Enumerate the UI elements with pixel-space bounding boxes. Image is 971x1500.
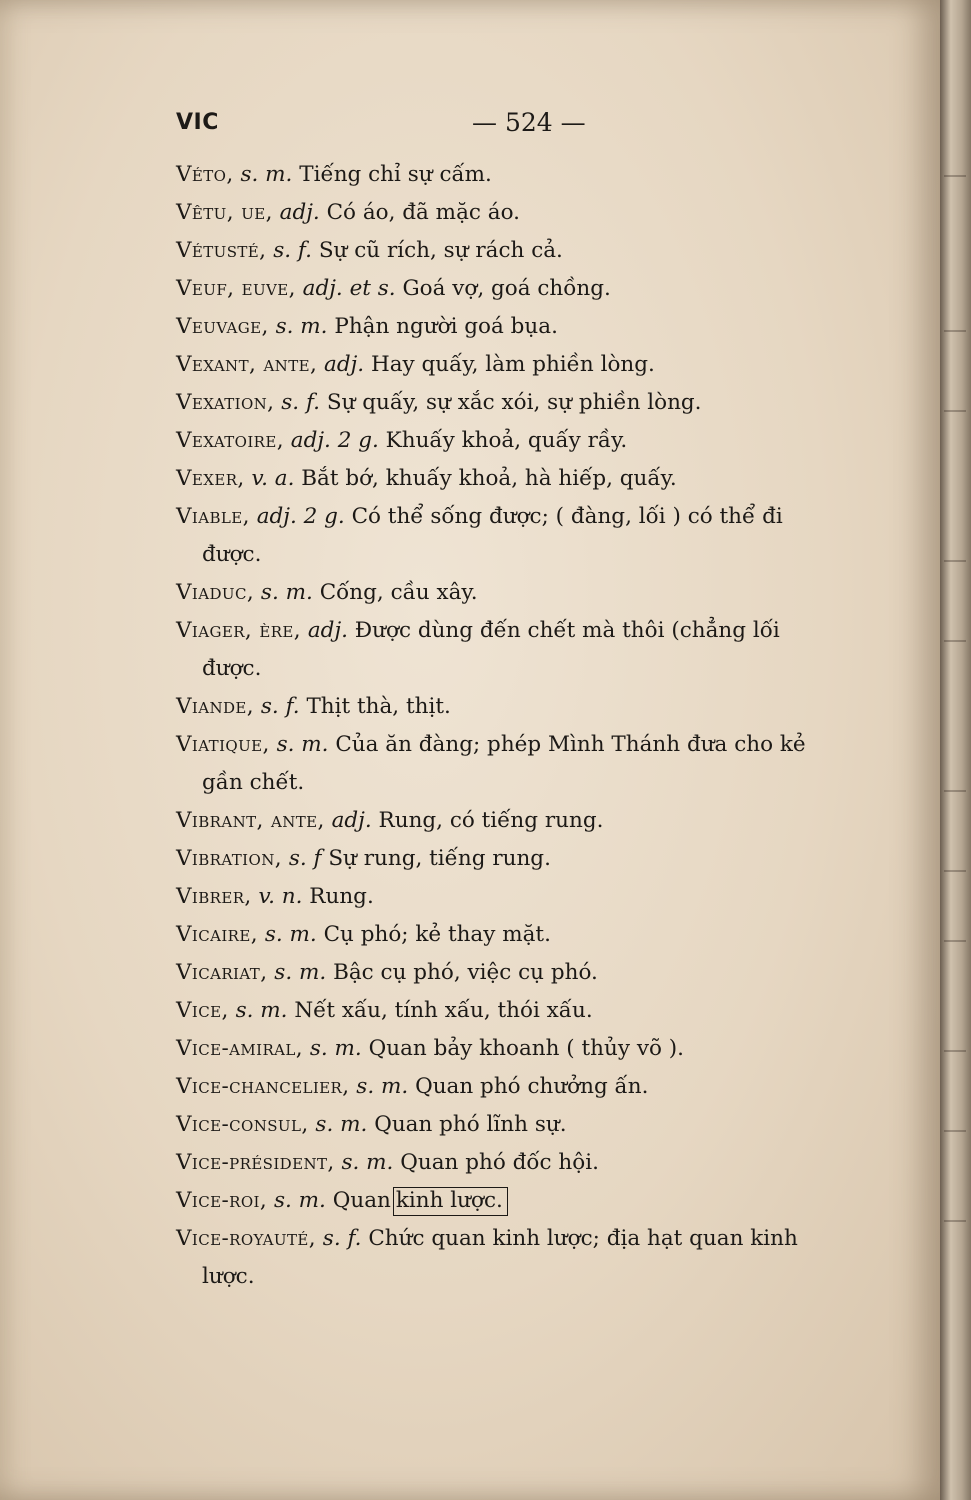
- entry-headword: Viable,: [176, 504, 250, 529]
- entry-definition: Bậc cụ phó, việc cụ phó.: [333, 960, 598, 985]
- entry-definition: Quan phó lĩnh sự.: [374, 1112, 567, 1137]
- entry-definition: Có thể sống được; ( đàng, lối ) có thể đi: [351, 504, 783, 529]
- dictionary-entry: [176, 1068, 876, 1106]
- entry-grammar: adj. 2 g.: [256, 504, 345, 529]
- entry-grammar: s. m.: [275, 314, 328, 339]
- entry-headword: Vibrant, ante,: [176, 808, 325, 833]
- entry-definition: Sự quấy, sự xắc xói, sự phiền lòng.: [326, 390, 702, 415]
- dictionary-entry: [176, 574, 876, 612]
- entry-continuation: được.: [202, 656, 262, 681]
- dictionary-entry: [176, 688, 876, 726]
- entry-headword: Vexer,: [176, 466, 245, 491]
- dictionary-entry: [176, 726, 876, 802]
- entry-definition: Rung.: [309, 884, 374, 909]
- entry-grammar: s. m.: [264, 922, 317, 947]
- entry-headword: Vice,: [176, 998, 229, 1023]
- edge-text-line: [944, 330, 966, 332]
- dictionary-entry: [176, 498, 876, 574]
- entry-headword: Vibration,: [176, 846, 282, 871]
- edge-text-line: [944, 870, 966, 872]
- entry-headword: Vicariat,: [176, 960, 268, 985]
- entry-headword: Vice-roi,: [176, 1188, 268, 1213]
- entry-grammar: s. m.: [341, 1150, 394, 1175]
- entry-definition: Quan: [332, 1188, 391, 1213]
- entry-grammar: s. f.: [273, 238, 312, 263]
- entry-grammar: adj. et s.: [302, 276, 396, 301]
- dictionary-entry: [176, 156, 876, 194]
- entry-headword: Vice-président,: [176, 1150, 335, 1175]
- dictionary-entry: [176, 346, 876, 384]
- page-header: [176, 110, 876, 150]
- entry-definition: Rung, có tiếng rung.: [378, 808, 604, 833]
- dictionary-entry: [176, 878, 876, 916]
- entry-definition: Phận người goá bụa.: [334, 314, 558, 339]
- edge-text-line: [944, 1130, 966, 1132]
- entry-definition: Sự cũ rích, sự rách cả.: [318, 238, 563, 263]
- page-number: — 524 —: [472, 108, 586, 137]
- entry-grammar: s. f.: [281, 390, 320, 415]
- edge-text-line: [944, 1220, 966, 1222]
- entry-definition: Hay quấy, làm phiền lòng.: [370, 352, 655, 377]
- entry-definition: Khuấy khoả, quấy rầy.: [385, 428, 628, 453]
- entry-definition: Quan bảy khoanh ( thủy võ ).: [368, 1036, 684, 1061]
- dictionary-entry: [176, 460, 876, 498]
- entry-definition: Được dùng đến chết mà thôi (chẳng lối: [354, 618, 780, 643]
- dictionary-entry: [176, 232, 876, 270]
- entry-definition: Có áo, đã mặc áo.: [326, 200, 520, 225]
- entry-headword: Vibrer,: [176, 884, 252, 909]
- entry-grammar: s. m.: [315, 1112, 368, 1137]
- entry-grammar: adj. 2 g.: [290, 428, 379, 453]
- entry-headword: Vice-consul,: [176, 1112, 309, 1137]
- entry-definition: Cống, cầu xây.: [319, 580, 478, 605]
- entry-grammar: adj.: [324, 352, 365, 377]
- entry-headword: Véto,: [176, 162, 234, 187]
- next-page-edge: [940, 0, 971, 1500]
- entry-headword: Vice-chancelier,: [176, 1074, 350, 1099]
- entry-definition: Goá vợ, goá chồng.: [402, 276, 611, 301]
- dictionary-entry: [176, 270, 876, 308]
- entry-definition: Nết xấu, tính xấu, thói xấu.: [294, 998, 593, 1023]
- entry-continuation: lược.: [202, 1264, 255, 1289]
- edge-text-line: [944, 410, 966, 412]
- entry-grammar: s. f.: [260, 694, 300, 719]
- entry-grammar: s. f: [288, 846, 322, 871]
- entry-definition: Sự rung, tiếng rung.: [328, 846, 551, 871]
- entry-definition: Của ăn đàng; phép Mình Thánh đưa cho kẻ: [335, 732, 806, 757]
- edge-text-line: [944, 790, 966, 792]
- entry-definition: Tiếng chỉ sự cấm.: [299, 162, 492, 187]
- entry-headword: Vice-amiral,: [176, 1036, 303, 1061]
- entry-headword: Viatique,: [176, 732, 270, 757]
- entry-grammar: s. f.: [322, 1226, 362, 1251]
- dictionary-entry: [176, 954, 876, 992]
- entry-headword: Viager, ère,: [176, 618, 302, 643]
- entry-grammar: v. n.: [258, 884, 303, 909]
- entry-grammar: v. a.: [251, 466, 295, 491]
- entry-headword: Viande,: [176, 694, 255, 719]
- dictionary-entry: [176, 384, 876, 422]
- dictionary-entry: [176, 1144, 876, 1182]
- entry-definition: Quan phó chưởng ấn.: [415, 1074, 649, 1099]
- edge-text-line: [944, 940, 966, 942]
- entry-grammar: adj.: [279, 200, 320, 225]
- entry-grammar: s. m.: [276, 732, 329, 757]
- entry-grammar: adj.: [307, 618, 348, 643]
- dictionary-entry: [176, 1030, 876, 1068]
- entry-grammar: s. m.: [240, 162, 293, 187]
- entry-grammar: s. m.: [274, 960, 327, 985]
- entry-grammar: s. m.: [260, 580, 313, 605]
- entry-definition: Quan phó đốc hội.: [400, 1150, 599, 1175]
- dictionary-entry: [176, 1220, 876, 1296]
- edge-text-line: [944, 560, 966, 562]
- dictionary-entries: [176, 156, 876, 1296]
- dictionary-entry: [176, 992, 876, 1030]
- edge-text-line: [944, 640, 966, 642]
- entry-grammar: s. m.: [273, 1188, 326, 1213]
- running-head: VIC: [176, 110, 219, 135]
- entry-grammar: s. m.: [235, 998, 288, 1023]
- entry-headword: Vêtu, ue,: [176, 200, 273, 225]
- edge-text-line: [944, 1050, 966, 1052]
- entry-headword: Vicaire,: [176, 922, 258, 947]
- entry-grammar: s. m.: [356, 1074, 409, 1099]
- dictionary-entry: [176, 840, 876, 878]
- dictionary-entry: [176, 1106, 876, 1144]
- dictionary-entry: [176, 308, 876, 346]
- entry-grammar: adj.: [331, 808, 372, 833]
- dictionary-entry: [176, 612, 876, 688]
- entry-headword: Veuf, euve,: [176, 276, 296, 301]
- entry-headword: Vexant, ante,: [176, 352, 318, 377]
- entry-definition: Bắt bớ, khuấy khoả, hà hiếp, quấy.: [301, 466, 677, 491]
- dictionary-entry: [176, 194, 876, 232]
- edge-text-line: [944, 175, 966, 177]
- dictionary-entry: [176, 916, 876, 954]
- entry-headword: Veuvage,: [176, 314, 269, 339]
- entry-headword: Vexatoire,: [176, 428, 284, 453]
- entry-headword: Vexation,: [176, 390, 275, 415]
- dictionary-entry: [176, 802, 876, 840]
- entry-grammar: s. m.: [309, 1036, 362, 1061]
- boxed-annotation: kinh lược.: [393, 1187, 508, 1216]
- dictionary-entry: [176, 422, 876, 460]
- entry-headword: Viaduc,: [176, 580, 255, 605]
- entry-continuation: gần chết.: [202, 770, 305, 795]
- dictionary-entry: [176, 1182, 876, 1220]
- entry-definition: Cụ phó; kẻ thay mặt.: [323, 922, 551, 947]
- entry-continuation: được.: [202, 542, 262, 567]
- entry-headword: Vétusté,: [176, 238, 267, 263]
- entry-definition: Chức quan kinh lược; địa hạt quan kinh: [368, 1226, 798, 1251]
- entry-headword: Vice-royauté,: [176, 1226, 316, 1251]
- entry-definition: Thịt thà, thịt.: [306, 694, 451, 719]
